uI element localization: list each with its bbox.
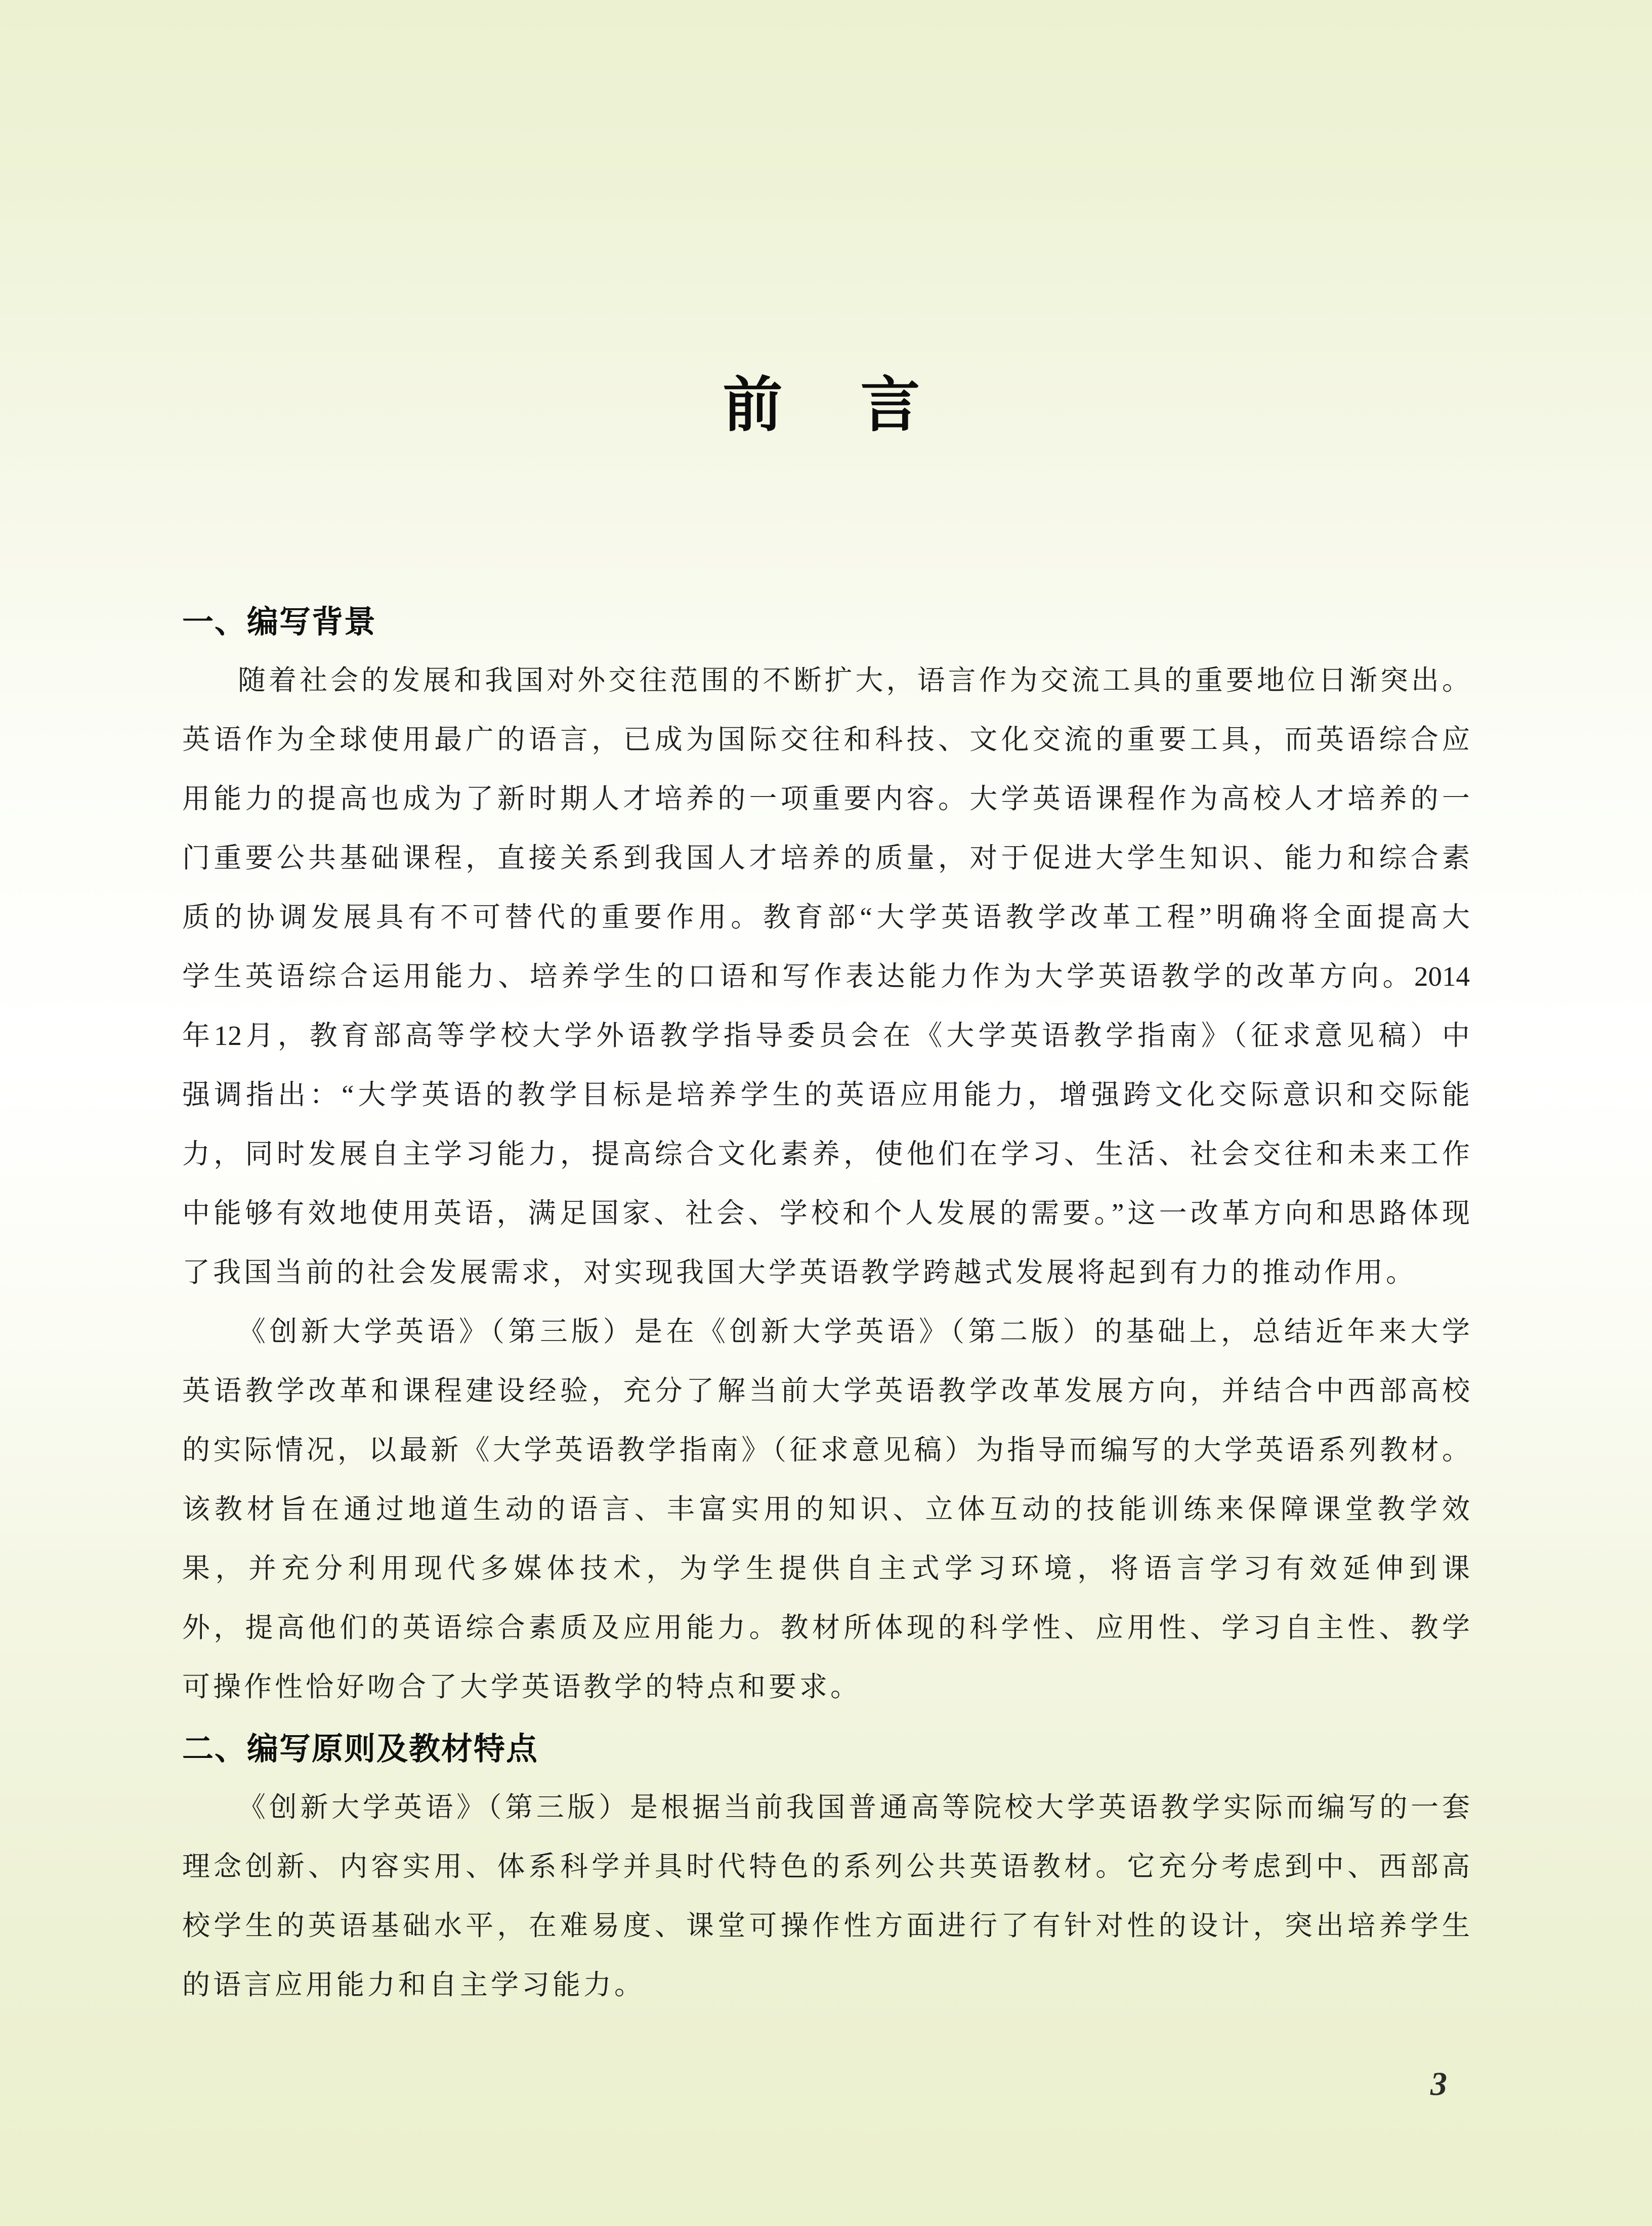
- body-line: 外，提高他们的英语综合素质及应用能力。教材所体现的科学性、应用性、学习自主性、教学: [182, 1612, 1470, 1643]
- body-line: 质的协调发展具有不可替代的重要作用。教育部“大学英语教学改革工程”明确将全面提高大: [182, 902, 1470, 933]
- body-line: 可操作性恰好吻合了大学英语教学的特点和要求。: [182, 1671, 862, 1702]
- body-line: 年12月，教育部高等学校大学外语教学指导委员会在《大学英语教学指南》（征求意见稿）中: [182, 1020, 1470, 1051]
- body-line: 校学生的英语基础水平，在难易度、课堂可操作性方面进行了有针对性的设计，突出培养学生: [182, 1910, 1470, 1941]
- body-line: 学生英语综合运用能力、培养学生的口语和写作表达能力作为大学英语教学的改革方向。2014: [182, 961, 1470, 992]
- section-heading-background: 一、编写背景: [182, 605, 377, 640]
- body-line: 强调指出：“大学英语的教学目标是培养学生的英语应用能力，增强跨文化交际意识和交际能: [182, 1079, 1470, 1110]
- body-line: 中能够有效地使用英语，满足国家、社会、学校和个人发展的需要。”这一改革方向和思路体现: [182, 1198, 1470, 1229]
- paragraph-1: [182, 651, 1470, 1302]
- section-heading-principles: 二、编写原则及教材特点: [182, 1732, 539, 1767]
- body-line: 果，并充分利用现代多媒体技术，为学生提供自主式学习环境，将语言学习有效延伸到课: [182, 1553, 1470, 1584]
- body-line: 的语言应用能力和自主学习能力。: [182, 1969, 646, 2000]
- page-number: 3: [1430, 2066, 1447, 2103]
- body-line: 英语教学改革和课程建设经验，充分了解当前大学英语教学改革发展方向，并结合中西部高校: [182, 1375, 1470, 1406]
- body-line: 的实际情况，以最新《大学英语教学指南》（征求意见稿）为指导而编写的大学英语系列教材。: [182, 1435, 1470, 1465]
- body-line: 力，同时发展自主学习能力，提高综合文化素养，使他们在学习、生活、社会交往和未来工作: [182, 1139, 1470, 1169]
- body-line: 《创新大学英语》（第三版）是在《创新大学英语》（第二版）的基础上，总结近年来大学: [238, 1316, 1470, 1347]
- body-line: 《创新大学英语》（第三版）是根据当前我国普通高等院校大学英语教学实际而编写的一套: [238, 1792, 1470, 1823]
- paragraph-2: [182, 1302, 1470, 1716]
- body-line: 随着社会的发展和我国对外交往范围的不断扩大，语言作为交流工具的重要地位日渐突出。: [238, 665, 1470, 696]
- body-line: 门重要公共基础课程，直接关系到我国人才培养的质量，对于促进大学生知识、能力和综合素: [182, 843, 1470, 873]
- body-line: 用能力的提高也成为了新时期人才培养的一项重要内容。大学英语课程作为高校人才培养的一: [182, 783, 1470, 814]
- page-title: 前 言: [723, 372, 929, 439]
- body-line: 理念创新、内容实用、体系科学并具时代特色的系列公共英语教材。它充分考虑到中、西部高: [182, 1851, 1470, 1882]
- body-line: 英语作为全球使用最广的语言，已成为国际交往和科技、文化交流的重要工具，而英语综合应: [182, 724, 1470, 755]
- body-line: 该教材旨在通过地道生动的语言、丰富实用的知识、立体互动的技能训练来保障课堂教学效: [182, 1494, 1470, 1525]
- body-line: 了我国当前的社会发展需求，对实现我国大学英语教学跨越式发展将起到有力的推动作用。: [182, 1257, 1417, 1288]
- paragraph-3: [182, 1778, 1470, 2014]
